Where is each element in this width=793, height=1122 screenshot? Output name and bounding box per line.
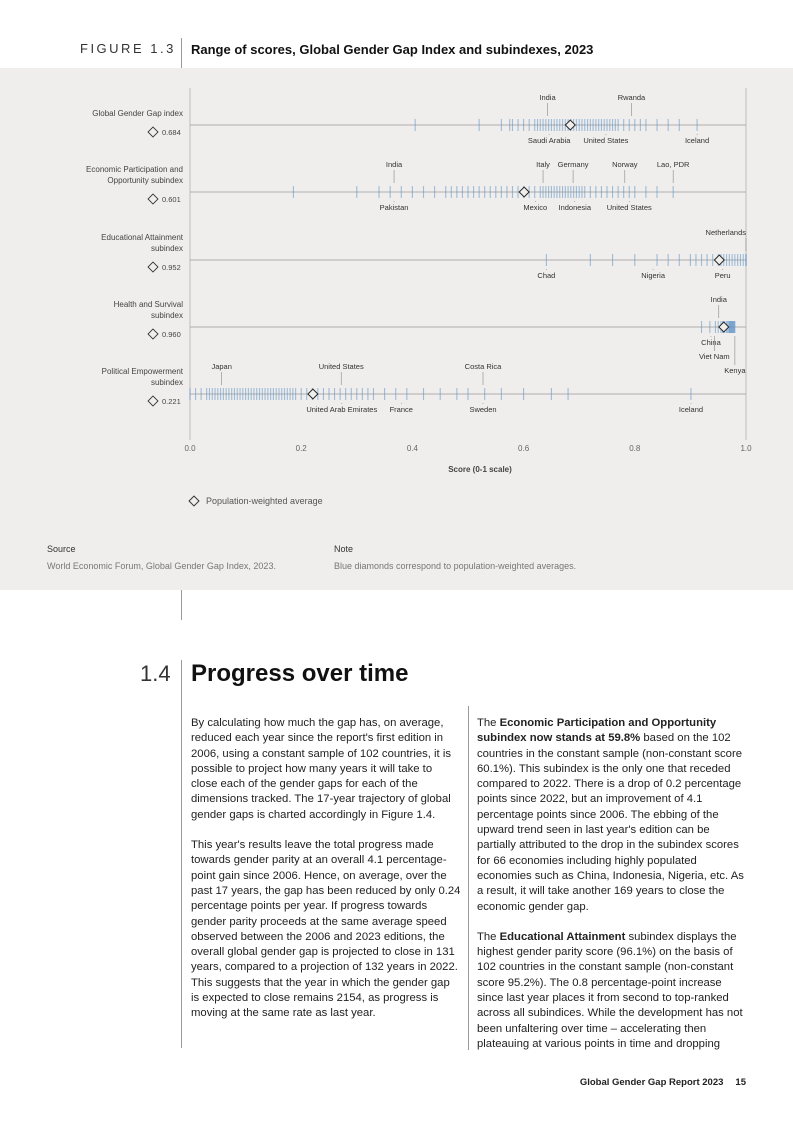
x-tick-label: 0.0	[184, 444, 196, 453]
country-label: Japan	[211, 362, 232, 371]
country-label: Norway	[612, 160, 638, 169]
note-heading: Note	[334, 544, 354, 554]
country-label: India	[385, 160, 403, 169]
x-tick-label: 1.0	[740, 444, 752, 453]
row-label: subindex	[150, 378, 183, 387]
text-run: subindex displays the highest gender parity score (96.1%) on the basis of 102 countries in the constant sample (non-constant score 95.2%). The 0.8 percentage-point increase since last year places it from second to top-ranked across all subindices. While the development has not been unfaltering over time – accelerating then plateauing at various points in time and dropping	[477, 930, 743, 1050]
page-footer	[580, 1077, 746, 1088]
diamond-icon	[148, 194, 158, 204]
row-average-value: 0.601	[162, 195, 181, 204]
country-label: Kenya	[724, 366, 746, 375]
row-label: Global Gender Gap index	[92, 109, 183, 118]
country-label: United States	[318, 362, 364, 371]
country-label: Nigeria	[641, 271, 666, 280]
row-average-value: 0.684	[162, 128, 181, 137]
source-heading: Source	[47, 544, 76, 554]
row-label: Educational Attainment	[101, 233, 183, 242]
country-label: Lao, PDR	[656, 160, 690, 169]
x-tick-label: 0.4	[406, 444, 418, 453]
panel-divider	[181, 590, 182, 620]
row-label: subindex	[150, 244, 183, 253]
country-label: Chad	[537, 271, 556, 280]
diamond-icon	[148, 262, 158, 272]
bold-run: Economic Participation and Opportunity subindex now stands at 59.8%	[477, 717, 717, 745]
text-run: The	[477, 930, 500, 943]
text-run: The	[477, 717, 500, 729]
country-label: United Arab Emirates	[306, 405, 378, 414]
figure-header	[0, 0, 793, 68]
country-label: Germany	[557, 160, 589, 169]
country-label: Saudi Arabia	[527, 136, 571, 145]
diamond-icon	[188, 495, 199, 506]
row-label: subindex	[150, 311, 183, 320]
country-label: Costa Rica	[464, 362, 502, 371]
country-label: United States	[583, 136, 629, 145]
country-label: France	[389, 405, 413, 414]
left-paragraph-1: By calculating how much the gap has, on average, reduced each year since the report's first edition in 2006, using a constant sample of 102 countries, it is possible to project how many years it will take to close each of the gender gaps for each of the dimensions tracked. The 17-year trajectory of global gender gaps is charted accordingly in Figure 1.4.	[191, 717, 451, 821]
diamond-icon	[148, 329, 158, 339]
figure-title: Range of scores, Global Gender Gap Index and subindexes, 2023	[191, 42, 594, 57]
diamond-icon	[148, 127, 158, 137]
country-label: Rwanda	[617, 93, 646, 102]
section-title: Progress over time	[191, 660, 409, 687]
country-label: Peru	[714, 271, 731, 280]
country-label: Iceland	[684, 136, 710, 145]
average-diamond	[714, 255, 724, 265]
range-chart	[0, 68, 793, 488]
right-column	[477, 716, 747, 1067]
x-axis-label: Score (0-1 scale)	[448, 465, 512, 474]
row-average-value: 0.960	[162, 330, 181, 339]
country-label: India	[710, 295, 727, 304]
country-label: Sweden	[469, 405, 497, 414]
average-diamond	[519, 187, 529, 197]
page-number: 15	[735, 1077, 746, 1088]
country-label: Iceland	[678, 405, 704, 414]
country-label: Indonesia	[558, 203, 592, 212]
text-run: based on the 102 countries in the constant sample (non-constant score 60.1%). This subindex is the only one that receded compared to 2022. There is a drop of 0.2 percentage points since 2022, but an improvement of 4.1 percentage points since 2006. The ebbing of the upward trend seen in last year's edition can be partially attributed to the drop in the subindex scores for 66 economies including highly populated economies such as China, Indonesia, Nigeria, etc. As a result, it will take another 169 years to close the economic gender gap.	[477, 732, 744, 913]
chart-legend	[190, 496, 323, 506]
right-paragraph-2	[477, 930, 747, 1052]
row-average-value: 0.952	[162, 263, 181, 272]
row-label: Economic Participation and	[86, 165, 183, 174]
source-text: World Economic Forum, Global Gender Gap Index, 2023.	[47, 561, 276, 571]
row-label: Health and Survival	[113, 300, 183, 309]
figure-divider	[181, 38, 182, 68]
average-diamond	[308, 389, 318, 399]
chart-panel	[0, 68, 793, 590]
country-label: India	[539, 93, 556, 102]
column-divider	[468, 706, 469, 1050]
section-divider	[181, 660, 182, 1048]
country-label: Netherlands	[705, 228, 746, 237]
row-label: Opportunity subindex	[107, 176, 183, 185]
row-label: Political Empowerment	[101, 367, 183, 376]
figure-label: FIGURE 1.3	[80, 41, 176, 56]
country-label: United States	[606, 203, 652, 212]
footer-report-title: Global Gender Gap Report 2023	[579, 1077, 724, 1088]
left-paragraph-2: This year's results leave the total progress made towards gender parity at an overall 4.1 percentage-point gain since 2006. Hence, on average, over the past 17 years, the gap has been reduced by only 0.24 percentage points per year. If progress towards gender parity proceeds at the same average speed observed between the 2006 and 2023 editions, the overall global gender gap is projected to close in 131 years, compared to a projection of 132 years in 2022. This suggests that the year in which the gender gap is expected to close remains 2154, as progress is moving at the same rate as last year.	[191, 839, 461, 1020]
country-label: China	[701, 338, 721, 347]
right-paragraph-1	[477, 716, 747, 915]
country-label: Viet Nam	[698, 352, 730, 361]
country-label: Pakistan	[379, 203, 409, 212]
x-tick-label: 0.8	[629, 444, 641, 453]
note-text: Blue diamonds correspond to population-weighted averages.	[334, 561, 577, 571]
x-tick-label: 0.2	[295, 444, 307, 453]
bold-run: Educational Attainment	[499, 930, 626, 943]
diamond-icon	[148, 396, 158, 406]
legend-label: Population-weighted average	[206, 496, 323, 506]
left-column	[191, 716, 461, 1037]
row-average-value: 0.221	[162, 397, 181, 406]
x-tick-label: 0.6	[518, 444, 530, 453]
country-label: Mexico	[523, 203, 548, 212]
country-label: Italy	[536, 160, 550, 169]
section-number: 1.4	[140, 661, 171, 686]
